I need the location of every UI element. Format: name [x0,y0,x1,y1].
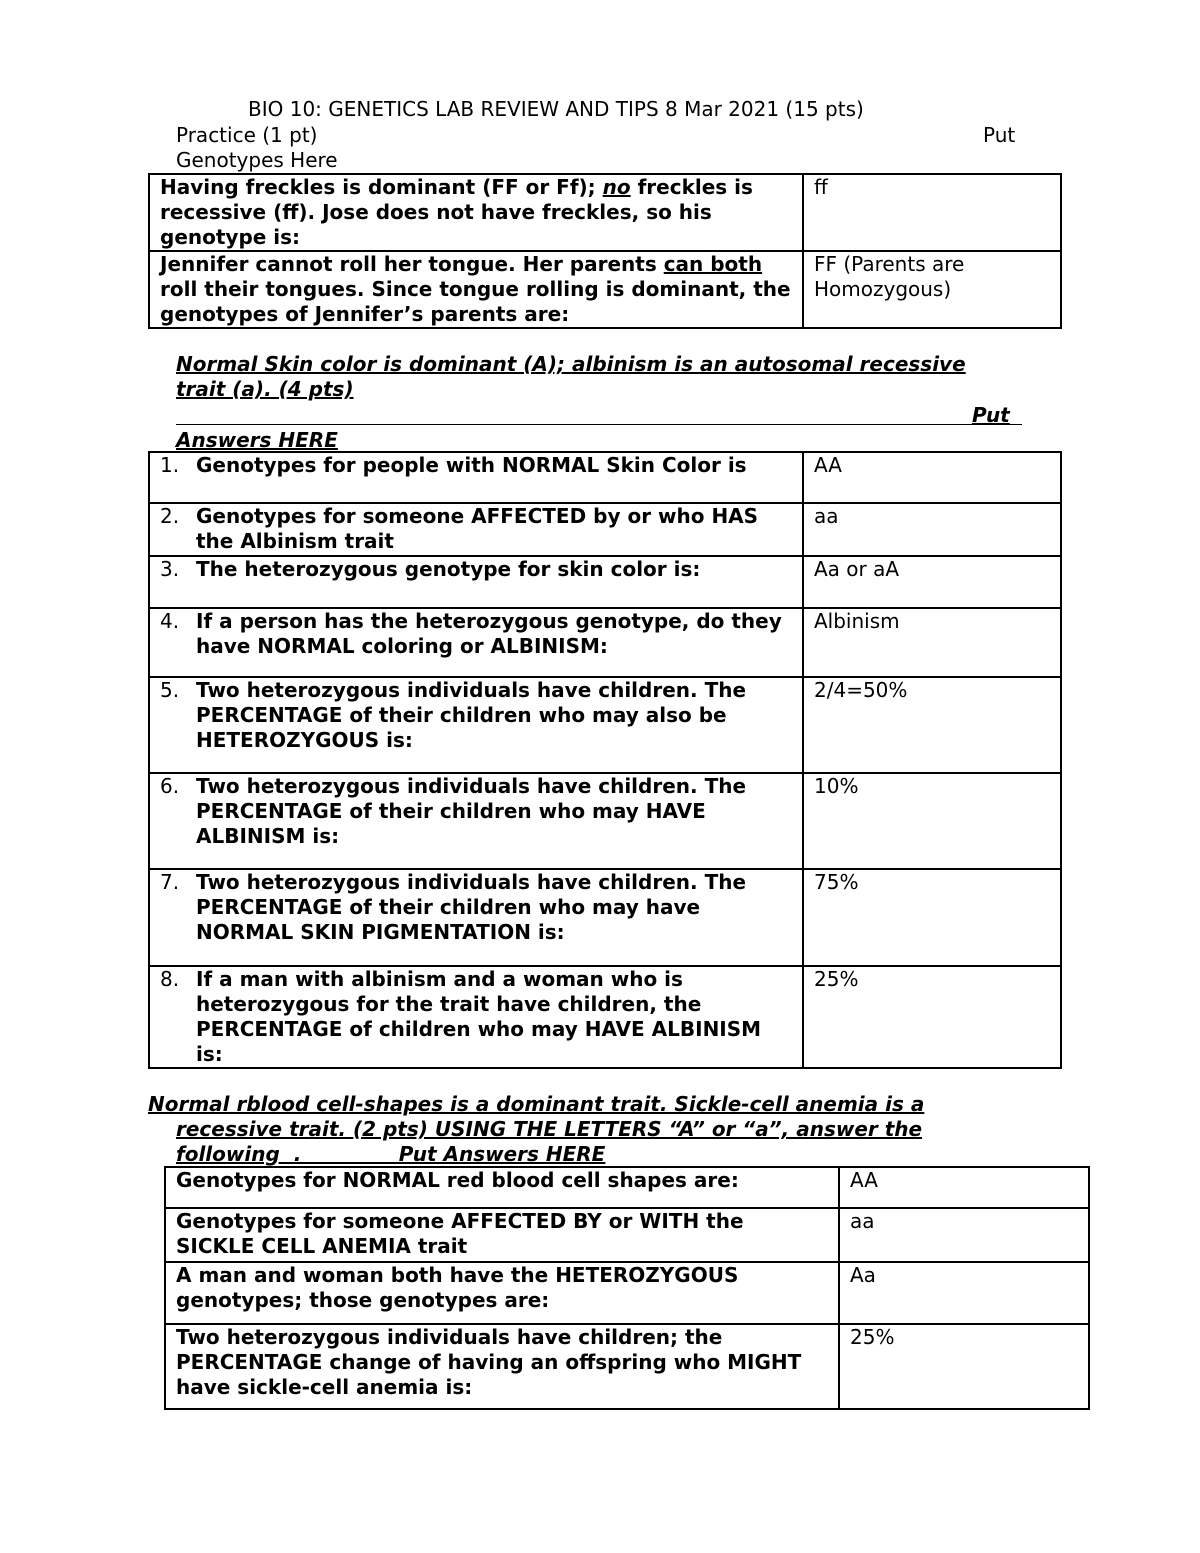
sickle-section-heading-cont: recessive trait. (2 pts) USING THE LETTERS “A” or “a”, answer the [176,1117,923,1141]
skin-section-heading-cont: trait (a). (4 pts) [176,377,354,401]
question-cell: 6. Two heterozygous individuals have children. The PERCENTAGE of their children who may HAVE ALBINISM is: [149,773,803,869]
answer-cell: 25% [803,966,1061,1068]
skin-table [148,451,1062,1069]
answer-cell: 25% [839,1324,1089,1409]
answer-cell: 75% [803,869,1061,966]
answers-here-label: Answers HERE [176,428,338,452]
answer-cell: AA [803,452,1061,503]
table-row [149,251,1061,328]
practice-label: Practice (1 pt) [176,123,318,147]
table-row [149,452,1061,503]
answer-cell: aa [803,503,1061,556]
answer-cell: aa [839,1208,1089,1262]
table-row [165,1324,1089,1409]
table-row [149,556,1061,608]
table-row [149,608,1061,677]
answer-cell: ff [803,174,1061,251]
question-cell: 8. If a man with albinism and a woman who is heterozygous for the trait have children, the PERCENTAGE of children who may HAVE ALBINISM is: [149,966,803,1068]
skin-section-heading: Normal Skin color is dominant (A); albinism is an autosomal recessive [176,352,966,376]
table-row [149,677,1061,773]
answer-cell: FF (Parents are Homozygous) [803,251,1061,328]
put-label: Put [972,403,1010,427]
answer-cell: Aa or aA [803,556,1061,608]
answer-cell: Albinism [803,608,1061,677]
table-row [165,1208,1089,1262]
table-row [149,966,1061,1068]
genotypes-here-label: Genotypes Here [176,148,338,172]
sickle-section-heading-end: following . Put Answers HERE [176,1142,606,1166]
practice-table [148,173,1062,329]
question-cell: Two heterozygous individuals have children; the PERCENTAGE change of having an offspring who MIGHT have sickle-cell anemia is: [165,1324,839,1409]
answer-cell: AA [839,1167,1089,1208]
heading-underline [176,424,1022,425]
table-row [149,773,1061,869]
question-cell: 2. Genotypes for someone AFFECTED by or who HAS the Albinism trait [149,503,803,556]
put-label: Put [983,123,1016,147]
answer-cell: Aa [839,1262,1089,1324]
question-cell: 4. If a person has the heterozygous genotype, do they have NORMAL coloring or ALBINISM: [149,608,803,677]
answer-cell: 2/4=50% [803,677,1061,773]
question-cell: 7. Two heterozygous individuals have children. The PERCENTAGE of their children who may have NORMAL SKIN PIGMENTATION is: [149,869,803,966]
question-cell: 5. Two heterozygous individuals have children. The PERCENTAGE of their children who may also be HETEROZYGOUS is: [149,677,803,773]
question-cell: Genotypes for NORMAL red blood cell shapes are: [165,1167,839,1208]
question-cell: Having freckles is dominant (FF or Ff); no freckles is recessive (ff). Jose does not have freckles, so his genotype is: [149,174,803,251]
sickle-table [164,1166,1090,1410]
table-row [149,174,1061,251]
document-title: BIO 10: GENETICS LAB REVIEW AND TIPS 8 Mar 2021 (15 pts) [248,97,864,121]
question-cell: Jennifer cannot roll her tongue. Her parents can both roll their tongues. Since tongue rolling is dominant, the genotypes of Jennifer’s parents are: [149,251,803,328]
table-row [149,869,1061,966]
question-cell: Genotypes for someone AFFECTED BY or WITH the SICKLE CELL ANEMIA trait [165,1208,839,1262]
question-cell: 1. Genotypes for people with NORMAL Skin Color is [149,452,803,503]
table-row [165,1262,1089,1324]
answer-cell: 10% [803,773,1061,869]
table-row [149,503,1061,556]
question-cell: A man and woman both have the HETEROZYGOUS genotypes; those genotypes are: [165,1262,839,1324]
question-cell: 3. The heterozygous genotype for skin color is: [149,556,803,608]
sickle-section-heading: Normal rblood cell-shapes is a dominant trait. Sickle-cell anemia is a [148,1092,925,1116]
table-row [165,1167,1089,1208]
